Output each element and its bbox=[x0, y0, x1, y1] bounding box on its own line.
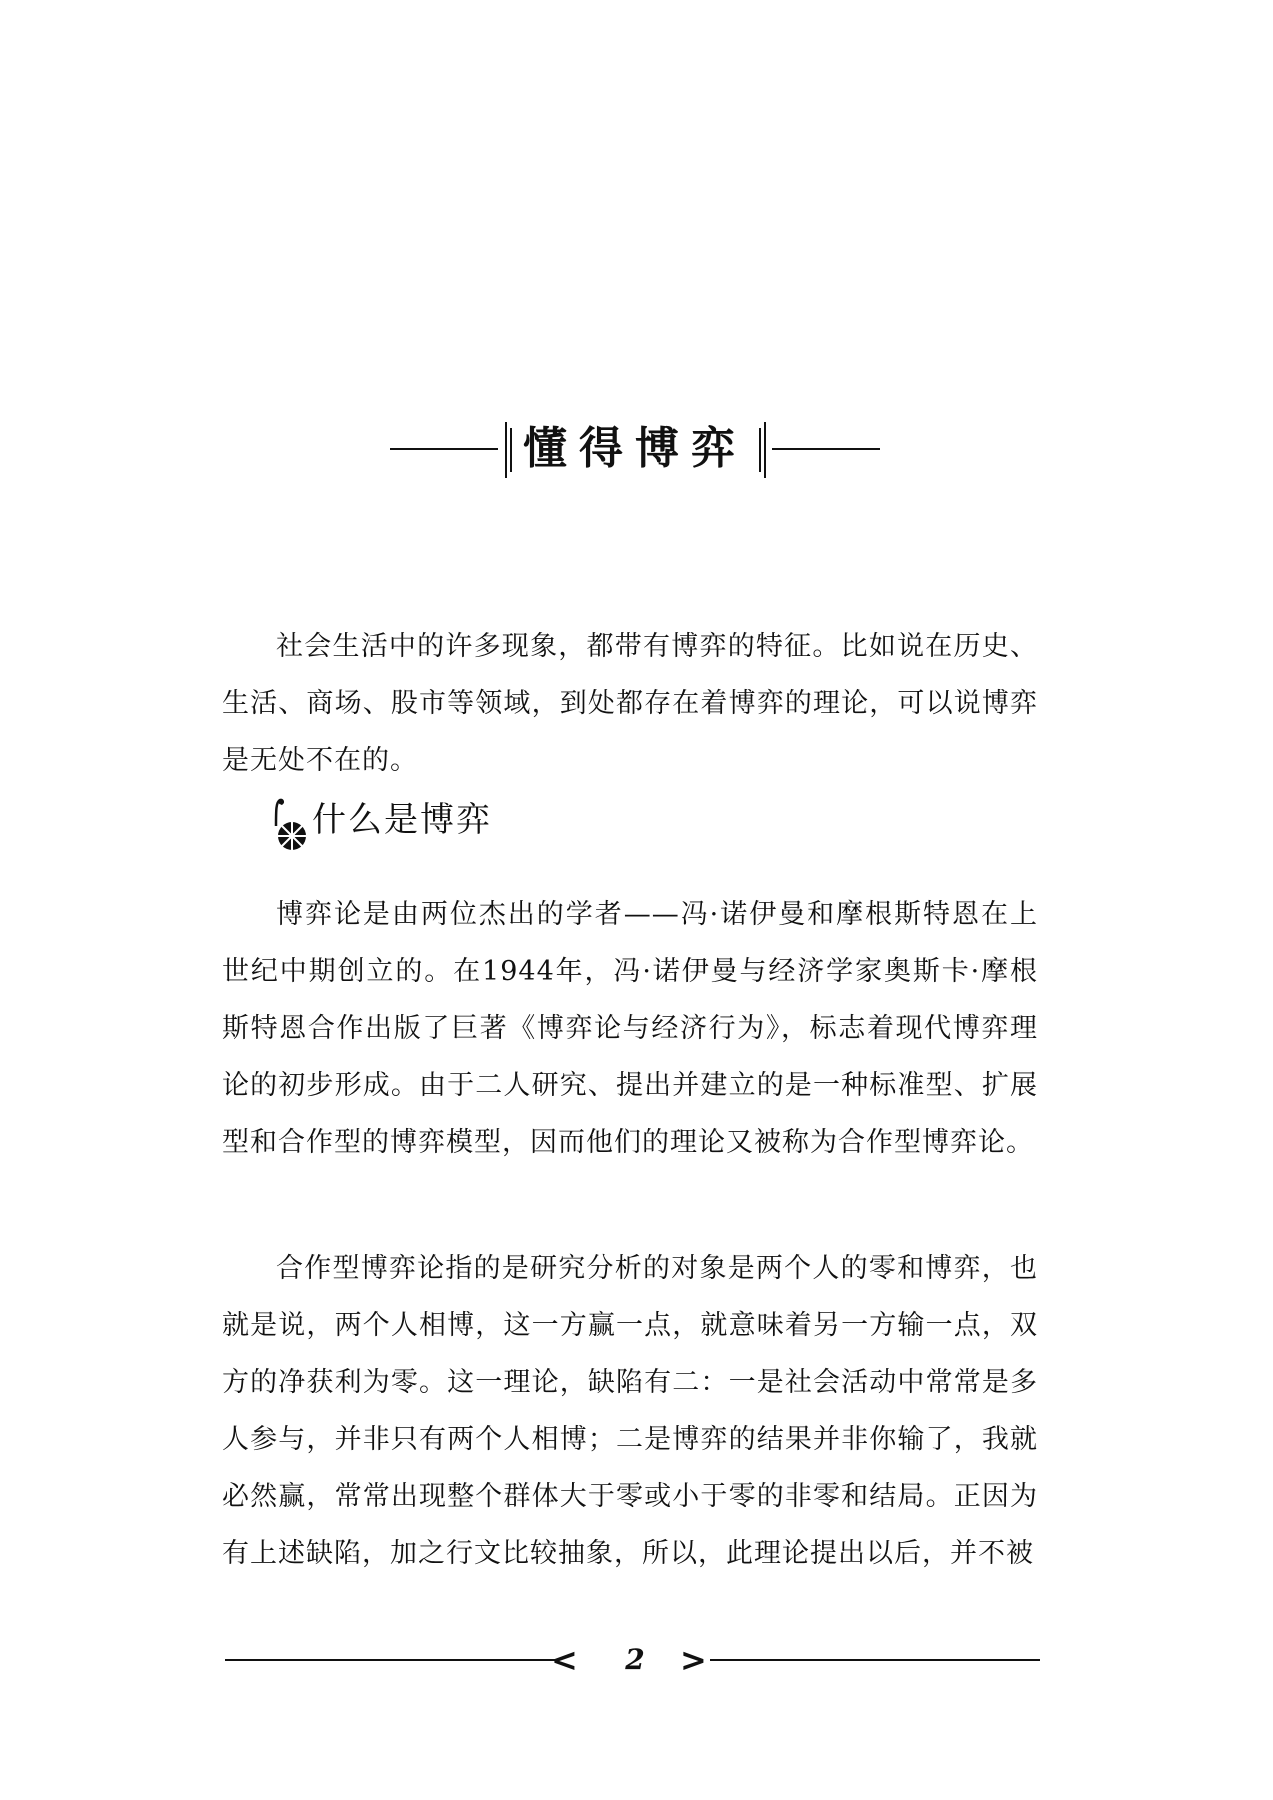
footer-rule-left bbox=[225, 1659, 555, 1661]
spiral-flower-icon bbox=[272, 796, 316, 854]
header-rule-right bbox=[772, 448, 880, 450]
body-paragraph: 博弈论是由两位杰出的学者——冯·诺伊曼和摩根斯特恩在上世纪中期创立的。在1944年，冯·诺伊曼与经济学家奥斯卡·摩根斯特恩合作出版了巨著《博弈论与经济行为》，标志着现代博弈理论的初步形成。由于二人研究、提出并建立的是一种标准型、扩展型和合作型的博弈模型，因而他们的理论又被称为合作型博弈论。 bbox=[222, 899, 1038, 1158]
page-number: 2 bbox=[625, 1643, 645, 1676]
chapter-header bbox=[380, 414, 870, 484]
footer-rule-right bbox=[710, 1659, 1040, 1661]
footer-right-arrow: > bbox=[680, 1641, 707, 1679]
section-title: 什么是博弈 bbox=[312, 800, 492, 840]
intro-paragraph: 社会生活中的许多现象，都带有博弈的特征。比如说在历史、生活、商场、股市等领域，到处都存在着博弈的理论，可以说博弈是无处不在的。 bbox=[222, 631, 1038, 776]
footer-left-arrow: < bbox=[551, 1641, 578, 1679]
chapter-title: 懂得博弈 bbox=[523, 423, 747, 474]
page-footer bbox=[225, 1640, 1040, 1680]
header-bar-right-inner bbox=[759, 428, 761, 472]
header-bar-right-outer bbox=[764, 422, 766, 478]
header-bar-left-inner bbox=[510, 428, 512, 472]
header-bar-left-outer bbox=[505, 422, 507, 478]
body-paragraph: 合作型博弈论指的是研究分析的对象是两个人的零和博弈，也就是说，两个人相博，这一方赢一点，就意味着另一方输一点，双方的净获利为零。这一理论，缺陷有二：一是社会活动中常常是多人参与，并非只有两个人相博；二是博弈的结果并非你输了，我就必然赢，常常出现整个群体大于零或小于零的非零和结局。正因为有上述缺陷，加之行文比较抽象，所以，此理论提出以后，并不被 bbox=[222, 1253, 1038, 1569]
header-rule-left bbox=[390, 448, 498, 450]
